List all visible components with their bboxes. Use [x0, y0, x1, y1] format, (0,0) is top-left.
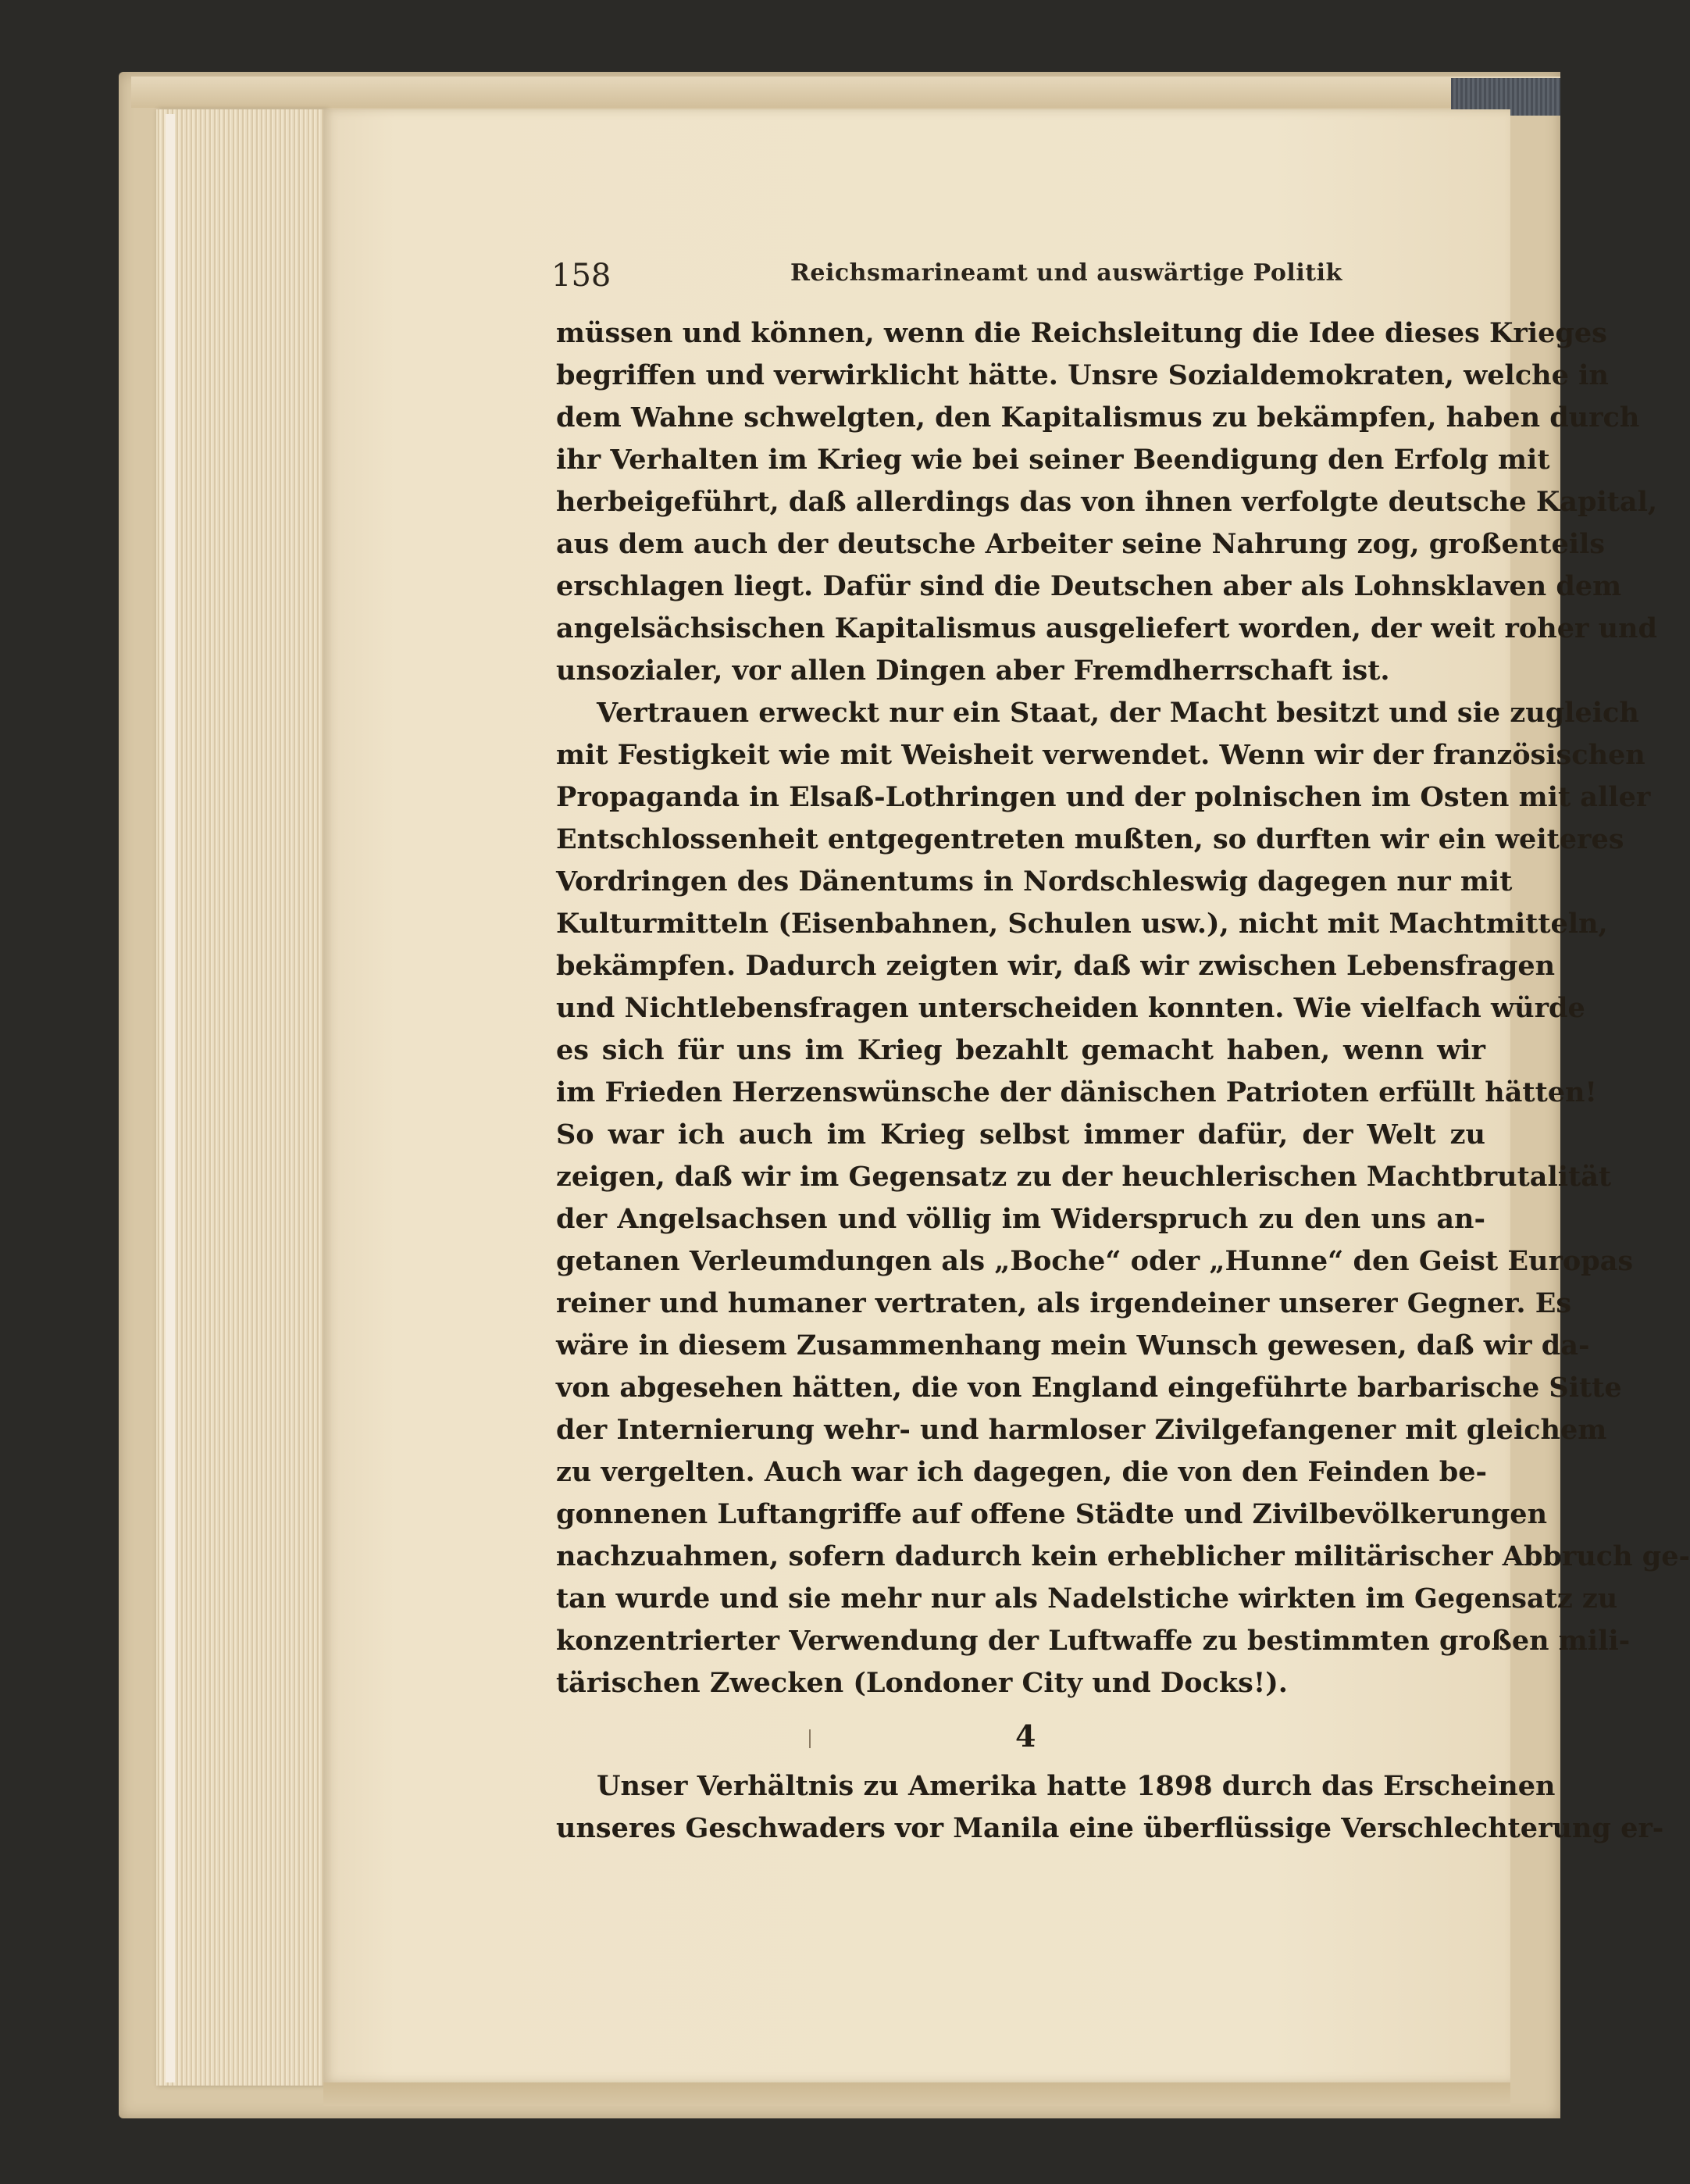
page-stack-edge — [166, 114, 175, 2082]
text-line: tärischen Zwecken (Londoner City und Docks!). — [556, 1667, 1288, 1699]
text-line: Vertrauen erweckt nur ein Staat, der Macht besitzt und sie zugleich — [597, 697, 1639, 729]
text-line: im Frieden Herzenswünsche der dänischen Patrioten erfüllt hätten! — [556, 1076, 1597, 1108]
cover-top-edge — [131, 77, 1560, 108]
page-header — [551, 252, 1504, 298]
text-line: tan wurde und sie mehr nur als Nadelstiche wirkten im Gegensatz zu — [556, 1583, 1618, 1615]
text-line: bekämpfen. Dadurch zeigten wir, daß wir zwischen Lebensfragen — [556, 950, 1556, 982]
text-line: wäre in diesem Zusammenhang mein Wunsch gewesen, daß wir da- — [556, 1329, 1590, 1361]
text-line: So war ich auch im Krieg selbst immer dafür, der Welt zu — [556, 1119, 1485, 1151]
paragraph-1 — [556, 312, 1658, 692]
text-line: ihr Verhalten im Krieg wie bei seiner Beendigung den Erfolg mit — [556, 444, 1550, 476]
text-line: müssen und können, wenn die Reichsleitung die Idee dieses Krieges — [556, 317, 1607, 349]
running-title: Reichsmarineamt und auswärtige Politik — [790, 259, 1342, 287]
text-line: begriffen und verwirklicht hätte. Unsre Sozialdemokraten, welche in — [556, 359, 1609, 391]
text-line: unseres Geschwaders vor Manila eine überflüssige Verschlechterung er- — [556, 1812, 1664, 1844]
text-line: Propaganda in Elsaß-Lothringen und der polnischen im Osten mit aller — [556, 781, 1651, 813]
text-line: und Nichtlebensfragen unterscheiden konnten. Wie vielfach würde — [556, 992, 1585, 1024]
text-line: erschlagen liegt. Dafür sind die Deutschen aber als Lohnsklaven dem — [556, 570, 1622, 602]
text-line: Unser Verhältnis zu Amerika hatte 1898 durch das Erscheinen — [597, 1770, 1556, 1802]
page-bottom-shadow — [323, 2082, 1510, 2106]
text-line: der Angelsachsen und völlig im Widerspruch zu den uns an- — [556, 1203, 1485, 1235]
text-line: aus dem auch der deutsche Arbeiter seine Nahrung zog, großenteils — [556, 528, 1606, 560]
text-line: herbeigeführt, daß allerdings das von ihnen verfolgte deutsche Kapital, — [556, 486, 1658, 518]
print-speck — [809, 1729, 815, 1748]
paragraph-2 — [556, 692, 1690, 1704]
text-line: Vordringen des Dänentums in Nordschleswig dagegen nur mit — [556, 865, 1513, 898]
text-line: zeigen, daß wir im Gegensatz zu der heuchlerischen Machtbrutalität — [556, 1161, 1612, 1193]
text-line: Entschlossenheit entgegentreten mußten, so durften wir ein weiteres — [556, 823, 1624, 855]
text-line: mit Festigkeit wie mit Weisheit verwendet. Wenn wir der französischen — [556, 739, 1645, 771]
page-stack — [156, 109, 326, 2086]
text-line: unsozialer, vor allen Dingen aber Fremdherrschaft ist. — [556, 655, 1390, 687]
text-line: gonnenen Luftangriffe auf offene Städte und Zivilbevölkerungen — [556, 1498, 1548, 1530]
text-line: es sich für uns im Krieg bezahlt gemacht haben, wenn wir — [556, 1034, 1485, 1066]
text-line: nachzuahmen, sofern dadurch kein erheblicher militärischer Abbruch ge- — [556, 1540, 1690, 1572]
text-line: der Internierung wehr- und harmloser Zivilgefangener mit gleichem — [556, 1414, 1607, 1446]
text-line: konzentrierter Verwendung der Luftwaffe zu bestimmten großen mili- — [556, 1625, 1631, 1657]
section-text — [556, 1765, 1664, 1850]
text-line: Kulturmitteln (Eisenbahnen, Schulen usw.), nicht mit Machtmitteln, — [556, 908, 1608, 940]
text-line: zu vergelten. Auch war ich dagegen, die von den Feinden be- — [556, 1456, 1487, 1488]
text-line: von abgesehen hätten, die von England eingeführte barbarische Sitte — [556, 1372, 1622, 1404]
text-line: reiner und humaner vertraten, als irgendeiner unserer Gegner. Es — [556, 1287, 1572, 1319]
body-text — [556, 312, 1690, 1704]
text-line: dem Wahne schwelgten, den Kapitalismus zu bekämpfen, haben durch — [556, 401, 1640, 434]
page-number: 158 — [551, 258, 611, 294]
text-line: getanen Verleumdungen als „Boche“ oder „Hunne“ den Geist Europas — [556, 1245, 1634, 1277]
text-line: angelsächsischen Kapitalismus ausgeliefert worden, der weit roher und — [556, 612, 1657, 644]
section-number: 4 — [1015, 1718, 1036, 1754]
